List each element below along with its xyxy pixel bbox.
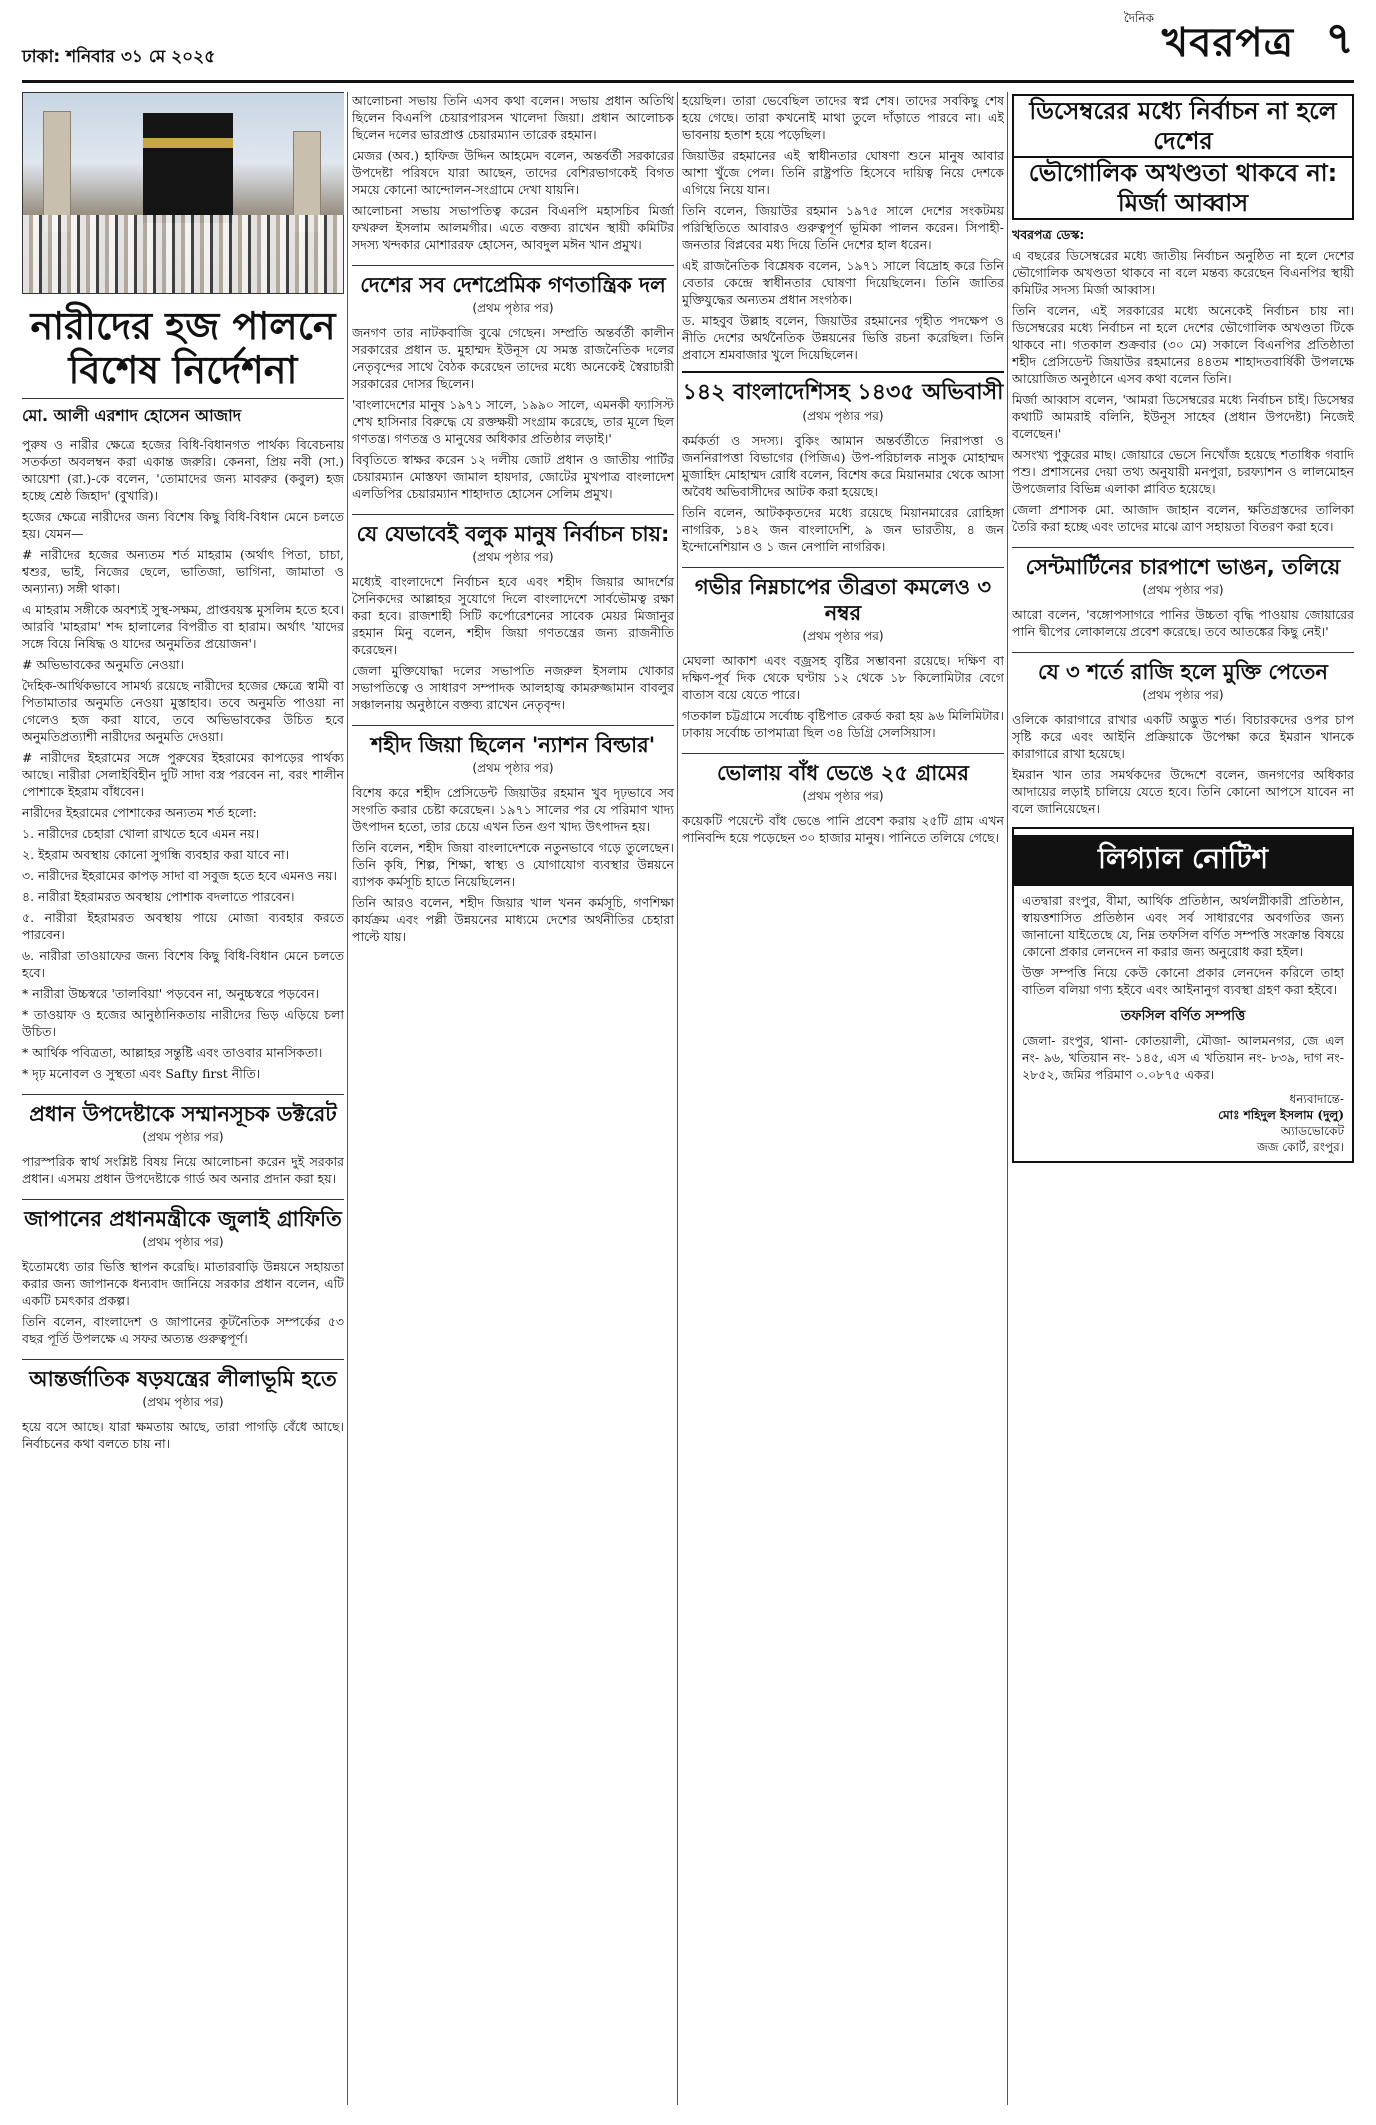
hajj-headline: নারীদের হজ পালনে বিশেষ নির্দেশনা xyxy=(30,304,336,392)
article-paragraph: গতকাল চট্টগ্রামে সর্বোচ্চ বৃষ্টিপাত রেকর্ড করা হয় ৯৬ মিলিমিটার। ঢাকায় সর্বোচ্চ তাপমাত্রা ছিল ৩৪ ডিগ্রি সেলসিয়াস। xyxy=(682,708,1004,740)
article-paragraph: মির্জা আব্বাস বলেন, 'আমরা ডিসেম্বরের মধ্যে নির্বাচন চাই। ডিসেম্বর কথাটি আমরাই বলিনি, ইউনূস সাহেব (প্রধান উপদেষ্টা) নিজেই বলেছেন।' xyxy=(1012,392,1354,441)
signature-name: মোঃ শহিদুল ইসলাম (দুলু) xyxy=(1218,1108,1344,1122)
legal-paragraph: জেলা- রংপুর, থানা- কোতয়ালী, মৌজা- আলমনগর, জে এল নং- ৯৬, খতিয়ান নং- ১৪৫, এস এ খতিয়ান নং- ৮৩৯, দাগ নং- ২৮৫২, জমির পরিমাণ ০.০৮৭৫ একর। xyxy=(1022,1033,1344,1082)
newspaper-logo: খবরপত্র xyxy=(1161,20,1294,66)
article-paragraph: পুরুষ ও নারীর ক্ষেত্রে হজের বিধি-বিধানগত পার্থক্য বিবেচনায় সতর্কতা অবলম্বন করা একান্ত জরুরি। কেননা, প্রিয় নবী (সা.) আয়েশা (রা.)-কে বলেন, 'তোমাদের জন্য মাবরুর (কবুল) হজ হচ্ছে শ্রেষ্ঠ জিহাদ' (বুখারি)। xyxy=(22,437,344,503)
column-2 xyxy=(352,92,674,2105)
schedule-heading: তফসিল বর্ণিত সম্পত্তি xyxy=(1120,1008,1246,1024)
article-paragraph: আলোচনা সভায় তিনি এসব কথা বলেন। সভায় প্রধান অতিথি ছিলেন বিএনপি চেয়ারপারসন খালেদা জিয়া। প্রধান আলোচক ছিলেন দলের ভারপ্রাপ্ত চেয়ারম্যান তারেক রহমান। xyxy=(352,93,674,142)
article-paragraph: তিনি বলেন, বাংলাদেশ ও জাপানের কূটনৈতিক সম্পর্কের ৫৩ বছর পূর্তি উপলক্ষে এ সফর অত্যন্ত গুরুত্বপূর্ণ। xyxy=(22,1314,344,1346)
story-headline: প্রধান উপদেষ্টাকে সম্মানসূচক ডক্টরেট xyxy=(22,1094,344,1127)
article-paragraph: ওলিকে কারাগারে রাখার একটি অদ্ভুত শর্ত। বিচারকদের ওপর চাপ সৃষ্টি করে এবং আইনি প্রক্রিয়াকে উপেক্ষা করে ইমরান খানকে কারাগারে রাখা হয়েছে। xyxy=(1012,712,1354,761)
article-paragraph: মধ্যেই বাংলাদেশে নির্বাচন হবে এবং শহীদ জিয়ার আদর্শের সৈনিকদের আল্লাহর সুযোগে দিলে বাংলাদেশে সার্বভৌমত্ব রক্ষা করা হবে। রাজশাহী সিটি কর্পোরেশনের সাবেক মেয়র মিজানুর রহমান মিনু বলেন, শহীদ জিয়া গণতন্ত্রের জন্য রাজনীতি করেছেন। xyxy=(352,574,674,657)
column-divider xyxy=(1007,92,1008,2105)
continued-note: (প্রথম পৃষ্ঠার পর) xyxy=(472,761,554,775)
article-paragraph: ইমরান খান তার সমর্থকদের উদ্দেশে বলেন, জনগণের অধিকার আদায়ের লড়াই চালিয়ে যেতে হবে। তিনি কোনো আপসে যাবেন না বলে জানিয়েছেন। xyxy=(1012,767,1354,816)
article-paragraph: নারীদের ইহরামের পোশাকের অন্যতম শর্ত হলো: xyxy=(22,805,257,820)
pilgrims-crowd xyxy=(23,215,344,293)
legal-notice-title: লিগ্যাল নোটিশ xyxy=(1014,835,1352,886)
article-paragraph: জেলা মুক্তিযোদ্ধা দলের সভাপতি নজরুল ইসলাম খোকার সভাপতিত্বে ও সাধারণ সম্পাদক আলহাজ্ব কামরুজ্জামান বাবলুর সঞ্চালনায় অনুষ্ঠানে বক্তব্য রাখেন নেতৃবৃন্দ। xyxy=(352,663,674,712)
article-paragraph: জনগণ তার নাটকবাজি বুঝে গেছেন। সম্প্রতি অন্তর্বর্তী কালীন সরকারের প্রধান ড. মুহাম্মদ ইউনূস যে সমস্ত রাজনৈতিক দলের নেতৃবৃন্দের সাথে বৈঠক করেছেন তাদের মধ্যে অনেকেই স্বৈরাচারী সরকারের দোসর ছিলেন। xyxy=(352,325,674,391)
article-paragraph: জিয়াউর রহমানের এই স্বাধীনতার ঘোষণা শুনে মানুষ আবার আশা খুঁজে পেল। তিনি রাষ্ট্রপতি হিসেবে দায়িত্ব নিয়ে দেশকে এগিয়ে নিয়ে যান। xyxy=(682,148,1004,197)
list-item: ২. ইহরাম অবস্থায় কোনো সুগন্ধি ব্যবহার করা যাবে না। xyxy=(22,847,290,862)
masthead xyxy=(22,10,1354,83)
hajj-byline: মো. আলী এরশাদ হোসেন আজাদ xyxy=(22,398,344,430)
story-headline: গভীর নিম্নচাপের তীব্রতা কমলেও ৩ নম্বর xyxy=(682,567,1004,626)
article-paragraph: # নারীদের হজের অন্যতম শর্ত মাহরাম (অর্থাৎ পিতা, চাচা, শ্বশুর, ভাই, নিজের ছেলে, ভাতিজা, ভাগিনা, জামাতা ও অন্যান্য) সঙ্গী থাকা। xyxy=(22,547,344,596)
column-divider xyxy=(347,92,348,2105)
signature-block xyxy=(1022,1091,1344,1155)
list-item: ৬. নারীরা তাওয়াফের জন্য বিশেষ কিছু বিধি-বিধান মেনে চলতে হবে। xyxy=(22,948,344,980)
story-headline: সেন্টমার্টিনের চারপাশে ভাঙন, তলিয়ে xyxy=(1012,547,1354,580)
signature-address: জজ কোর্ট, রংপুর। xyxy=(1256,1140,1344,1154)
continued-note: (প্রথম পৃষ্ঠার পর) xyxy=(142,1130,224,1144)
article-paragraph: 'বাংলাদেশের মানুষ ১৯৭১ সালে, ১৯৯০ সালে, এমনকী ফ্যাসিস্ট শেখ হাসিনার বিরুদ্ধে যে রক্তক্ষয়ী সংগ্রাম করেছে, তার মূলে ছিল গণতন্ত্র। গণতন্ত্র ও মানুষের অধিকার প্রতিষ্ঠার লড়াই।' xyxy=(352,397,674,446)
article-paragraph: * দৃঢ় মনোবল ও সুস্থতা এবং Safty first নীতি। xyxy=(22,1066,261,1081)
article-paragraph: হজের ক্ষেত্রে নারীদের জন্য বিশেষ কিছু বিধি-বিধান মেনে চলতে হয়। যেমন— xyxy=(22,509,344,541)
issue-date: ঢাকা: শনিবার ৩১ মে ২০২৫ xyxy=(22,47,216,67)
article-paragraph: * তাওয়াফ ও হজের আনুষ্ঠানিকতায় নারীদের ভিড় এড়িয়ে চলা উচিত। xyxy=(22,1007,344,1039)
story-headline: দেশের সব দেশপ্রেমিক গণতান্ত্রিক দল xyxy=(352,265,674,298)
page-number: ৭ xyxy=(1325,13,1354,64)
continued-note: (প্রথম পৃষ্ঠার পর) xyxy=(1142,688,1224,702)
article-paragraph: এ বছরের ডিসেম্বরের মধ্যে জাতীয় নির্বাচন অনুষ্ঠিত না হলে দেশের ভৌগোলিক অখণ্ডতা থাকবে না বলে মন্তব্য করেছেন বিএনপির স্থায়ী কমিটির সদস্য মির্জা আব্বাস। xyxy=(1012,248,1354,297)
column-4 xyxy=(1012,92,1354,2105)
article-paragraph: কয়েকটি পয়েন্টে বাঁধ ভেঙে পানি প্রবেশ করায় ২৫টি গ্রাম এখন পানিবন্দি হয়ে পড়েছেন ৩০ হাজার মানুষ। পানিতে তলিয়ে গেছে। xyxy=(682,813,1004,845)
list-item: ৪. নারীরা ইহরামরত অবস্থায় পোশাক বদলাতে পারবেন। xyxy=(22,889,295,904)
article-paragraph: এই রাজনৈতিক বিশ্লেষক বলেন, ১৯৭১ সালে বিদ্রোহ করে তিনি বেতার কেন্দ্রে স্বাধীনতার ঘোষণা দিয়েছিলেন। তিনি জাতির মুক্তিযুদ্ধের অন্যতম প্রধান সংগঠক। xyxy=(682,258,1004,307)
list-item: ১. নারীদের চেহারা খোলা রাখতে হবে এমন নয়। xyxy=(22,826,260,841)
article-paragraph: পারস্পরিক স্বার্থ সংশ্লিষ্ট বিষয় নিয়ে আলোচনা করেন দুই সরকার প্রধান। এসময় প্রধান উপদেষ্টাকে গার্ড অব অনার প্রদান করা হয়। xyxy=(22,1154,344,1186)
article-paragraph: আরো বলেন, 'বঙ্গোপসাগরে পানির উচ্চতা বৃদ্ধি পাওয়ায় জোয়ারের পানি দ্বীপের লোকালয়ে প্রবেশ করেছে। তবে আতঙ্কের কিছু নেই।' xyxy=(1012,607,1354,639)
column-3 xyxy=(682,92,1004,2105)
continued-note: (প্রথম পৃষ্ঠার পর) xyxy=(472,550,554,564)
article-paragraph: মেজর (অব.) হাফিজ উদ্দিন আহমেদ বলেন, অন্তর্বর্তী সরকারের উপদেষ্টা পরিষদে যারা আছেন, তাদের বেশিরভাগকেই বিগত সময়ে কোনো আন্দোলন-সংগ্রামে দেখা যায়নি। xyxy=(352,148,674,197)
lead-headline-line-2: ভৌগোলিক অখণ্ডতা থাকবে না: মির্জা আব্বাস xyxy=(1012,158,1354,220)
story-headline: যে ৩ শর্তে রাজি হলে মুক্তি পেতেন xyxy=(1012,652,1354,685)
continued-note: (প্রথম পৃষ্ঠার পর) xyxy=(802,789,884,803)
continued-note: (প্রথম পৃষ্ঠার পর) xyxy=(802,629,884,643)
lead-headline xyxy=(1012,94,1354,220)
dateline: খবরপত্র ডেস্ক: xyxy=(1012,227,1085,242)
article-paragraph: ইতোমধ্যে তার ভিত্তি স্থাপন করেছি। মাতারবাড়ি উন্নয়নে সহায়তা করার জন্য জাপানকে ধন্যবাদ জানিয়ে সরকার প্রধান বলেন, এটি একটি চমৎকার প্রকল্প। xyxy=(22,1259,344,1308)
lead-headline-line-1: ডিসেম্বরের মধ্যে নির্বাচন না হলে দেশের xyxy=(1012,94,1354,158)
article-paragraph xyxy=(1012,226,1354,243)
article-paragraph: তিনি আরও বলেন, শহীদ জিয়ার খাল খনন কর্মসূচি, গণশিক্ষা কার্যক্রম এবং পল্লী উন্নয়নের মাধ্যমে দেশের অর্থনীতির চেহারা পাল্টে যায়। xyxy=(352,895,674,944)
column-1 xyxy=(22,92,344,2105)
legal-paragraph: এতদ্বারা রংপুর, বীমা, আর্থিক প্রতিষ্ঠান, অর্থলগ্নীকারী প্রতিষ্ঠান, স্বায়ত্তশাসিত প্রতিষ্ঠান এবং সর্ব সাধারণের অবগতির জন্য জানানো যাইতেছে যে, নিম্ন তফসিল বর্ণিত সম্পত্তি সংক্রান্ত বিষয়ে কোনো প্রকার লেনদেন না করার জন্য অনুরোধ করা হইল। xyxy=(1022,893,1344,959)
article-paragraph: মেঘলা আকাশ এবং বজ্রসহ বৃষ্টির সম্ভাবনা রয়েছে। দক্ষিণ বা দক্ষিণ-পূর্ব দিক থেকে ঘণ্টায় ১২ থেকে ১৮ কিলোমিটার বেগে বাতাস বয়ে যেতে পারে। xyxy=(682,653,1004,702)
legal-paragraph: উক্ত সম্পত্তি নিয়ে কেউ কোনো প্রকার লেনদেন করিলে তাহা বাতিল বলিয়া গণ্য হইবে এবং আইনানুগ ব্যবস্থা গ্রহণ করা হইবে। xyxy=(1022,965,1344,997)
story-headline: যে যেভাবেই বলুক মানুষ নির্বাচন চায়: xyxy=(352,514,674,547)
article-paragraph: * আর্থিক পবিত্রতা, আল্লাহর সন্তুষ্টি এবং তাওবার মানসিকতা। xyxy=(22,1045,323,1060)
article-paragraph: জেলা প্রশাসক মো. আজাদ জাহান বলেন, ক্ষতিগ্রস্তদের তালিকা তৈরি করা হচ্ছে এবং তাদের মাঝে ত্রাণ সহায়তা বিতরণ করা হবে। xyxy=(1012,502,1354,534)
continued-note: (প্রথম পৃষ্ঠার পর) xyxy=(1142,583,1224,597)
continued-note: (প্রথম পৃষ্ঠার পর) xyxy=(142,1235,224,1249)
continued-note: (প্রথম পৃষ্ঠার পর) xyxy=(472,301,554,315)
article-paragraph: হয়ে বসে আছে। যারা ক্ষমতায় আছে, তারা পাগড়ি বেঁধে আছে। নির্বাচনের কথা বলতে চায় না। xyxy=(22,1419,344,1451)
article-paragraph: তিনি বলেন, আটককৃতদের মধ্যে রয়েছে মিয়ানমারের রোহিঙ্গা নাগরিক, ১৪২ জন বাংলাদেশি, ৯ জন ভারতীয়, ৪ জন ইন্দোনেশিয়ান ও ১ জন নেপালি নাগরিক। xyxy=(682,505,1004,554)
story-headline: শহীদ জিয়া ছিলেন 'ন্যাশন বিল্ডার' xyxy=(352,725,674,758)
article-paragraph: হয়েছিল। তারা ভেবেছিল তাদের স্বপ্ন শেষ। তাদের সবকিছু শেষ হয়ে গেছে। তারা কখনোই মাথা তুলে দাঁড়াতে পারবে না। এই ভাবনায় হতাশ হয়ে পড়েছিল। xyxy=(682,93,1004,142)
kaaba-band-shape xyxy=(143,138,233,148)
story-headline: আন্তর্জাতিক ষড়যন্ত্রের লীলাভূমি হতে xyxy=(22,1359,344,1392)
story-headline: জাপানের প্রধানমন্ত্রীকে জুলাই গ্রাফিতি xyxy=(22,1199,344,1232)
story-headline: ১৪২ বাংলাদেশিসহ ১৪৩৫ অভিবাসী xyxy=(682,371,1004,406)
article-paragraph: তিনি বলেন, জিয়াউর রহমান ১৯৭৫ সালে দেশের সংকটময় পরিস্থিতিতে আবারও গুরুত্বপূর্ণ ভূমিকা পালন করেন। সিপাহী-জনতার বিপ্লবের মধ্য দিয়ে তিনি দেশের হাল ধরেন। xyxy=(682,203,1004,252)
signature-line: ধন্যবাদান্তে- xyxy=(1289,1092,1344,1106)
article-paragraph: কর্মকর্তা ও সদস্য। বুকিং আমান অন্তর্বর্তীতে নিরাপত্তা ও জননিরাপত্তা বিভাগের (পিজিএ) উপ-পরিচালক নাসুক মোহাম্মদ মুজাহিদ মোহাম্মদ রোধি বলেন, বিশেষ করে মিয়ানমার থেকে আসা অবৈধ অভিবাসীদের আটক করা হয়েছে। xyxy=(682,433,1004,499)
continued-note: (প্রথম পৃষ্ঠার পর) xyxy=(142,1395,224,1409)
article-paragraph: ড. মাহবুব উল্লাহ বলেন, জিয়াউর রহমানের গৃহীত পদক্ষেপ ও নীতি দেশের অর্থনৈতিক উন্নয়নের ভিত্তি রচনা করেছিল। তিনি প্রবাসে শ্রমবাজার খুলে দিয়েছিলেন। xyxy=(682,313,1004,362)
signature-title: অ্যাডভোকেট xyxy=(1280,1124,1344,1138)
article-paragraph: বিশেষ করে শহীদ প্রেসিডেন্ট জিয়াউর রহমান খুব দৃঢ়ভাবে সব সংগতি করার চেষ্টা করেছেন। ১৯৭১ সালের পর যে পরিমাণ খাদ্য উৎপাদন হতো, তার চেয়ে এখন তিন গুণ খাদ্য উৎপাদন হয়। xyxy=(352,785,674,834)
article-paragraph: * নারীরা উচ্চস্বরে 'তালবিয়া' পড়বেন না, অনুচ্চস্বরে পড়বেন। xyxy=(22,986,320,1001)
article-paragraph: # অভিভাবকের অনুমতি নেওয়া। xyxy=(22,657,185,672)
article-paragraph: তিনি বলেন, শহীদ জিয়া বাংলাদেশকে নতুনভাবে গড়ে তুলেছেন। তিনি কৃষি, শিল্প, শিক্ষা, স্বাস্থ্য ও যোগাযোগ ব্যবস্থার উন্নয়নে ব্যাপক কর্মসূচি হাতে নিয়েছিলেন। xyxy=(352,840,674,889)
article-paragraph: আলোচনা সভায় সভাপতিত্ব করেন বিএনপি মহাসচিব মির্জা ফখরুল ইসলাম আলমগীর। এতে বক্তব্য রাখেন স্থায়ী কমিটির সদস্য খন্দকার মোশাররফ হোসেন, আবদুল মঈন খান প্রমুখ। xyxy=(352,203,674,252)
article-paragraph: অসংখ্য পুকুরের মাছ। জোয়ারে ভেসে নিখোঁজ হয়েছে শতাধিক গবাদি পশু। প্রশাসনের দেয়া তথ্য অনুযায়ী মনপুরা, চরফ্যাশন ও লালমোহন উপজেলার বিভিন্ন এলাকা প্লাবিত হয়েছে। xyxy=(1012,447,1354,496)
article-paragraph: বিবৃতিতে স্বাক্ষর করেন ১২ দলীয় জোট প্রধান ও জাতীয় পার্টির চেয়ারম্যান মোস্তফা জামাল হায়দার, জোটের মুখপাত্র বাংলাদেশ এলডিপির চেয়ারম্যান শাহাদাত হোসেন সেলিম প্রমুখ। xyxy=(352,452,674,501)
article-paragraph: তিনি বলেন, এই সরকারের মধ্যে অনেকেই নির্বাচন চায় না। ডিসেম্বরের মধ্যে নির্বাচন না হলে দেশের ভৌগোলিক অখণ্ডতা টিকে থাকবে না। গতকাল শুক্রবার (৩০ মে) সকালে বিএনপির প্রতিষ্ঠাতা শহীদ প্রেসিডেন্ট জিয়াউর রহমানের ৪৪তম শাহাদতবার্ষিকী উপলক্ষে আয়োজিত অনুষ্ঠানে এসব কথা বলেন তিনি। xyxy=(1012,303,1354,386)
article-paragraph: দৈহিক-আর্থিকভাবে সামর্থ্য রয়েছে নারীদের হজের ক্ষেত্রে স্বামী বা পিতামাতার অনুমতি নেওয়া মুস্তাহাব। তবে অনুমতি পাওয়া না গেলেও হজ করা যাবে, তবে অভিভাবকের উচিত হবে অনুমতিপ্রত্যাশী নারীদের অনুমতি দেওয়া। xyxy=(22,678,344,744)
continued-note: (প্রথম পৃষ্ঠার পর) xyxy=(802,409,884,423)
list-item: ৫. নারীরা ইহরামরত অবস্থায় পায়ে মোজা ব্যবহার করতে পারবেন। xyxy=(22,910,344,942)
article-paragraph: # নারীদের ইহরামের সঙ্গে পুরুষের ইহরামের কাপড়ের পার্থক্য আছে। নারীরা সেলাইবিহীন দুটি সাদা বস্ত্র পরবেন না, বরং শালীন পোশাকে ইহরাম বাঁধবেন। xyxy=(22,750,344,799)
story-headline: ভোলায় বাঁধ ভেঙে ২৫ গ্রামের xyxy=(682,753,1004,786)
column-divider xyxy=(677,92,678,2105)
brand-prefix: দৈনিক xyxy=(1123,11,1154,25)
legal-notice-box xyxy=(1012,827,1354,1163)
article-paragraph: এ মাহরাম সঙ্গীকে অবশ্যই সুস্থ-সক্ষম, প্রাপ্তবয়স্ক মুসলিম হতে হবে। আরবি 'মাহরাম' শব্দ হালালের বিপরীত বা হারাম। অর্থাৎ 'যাদের সঙ্গে বিয়ে নিষিদ্ধ ও যাদের অনুমতির প্রয়োজন'। xyxy=(22,602,344,651)
kaaba-shape xyxy=(143,113,233,223)
list-item: ৩. নারীদের ইহরামের কাপড় সাদা বা সবুজ হতে হবে এমনও নয়। xyxy=(22,868,338,883)
kaaba-photo xyxy=(22,92,344,294)
